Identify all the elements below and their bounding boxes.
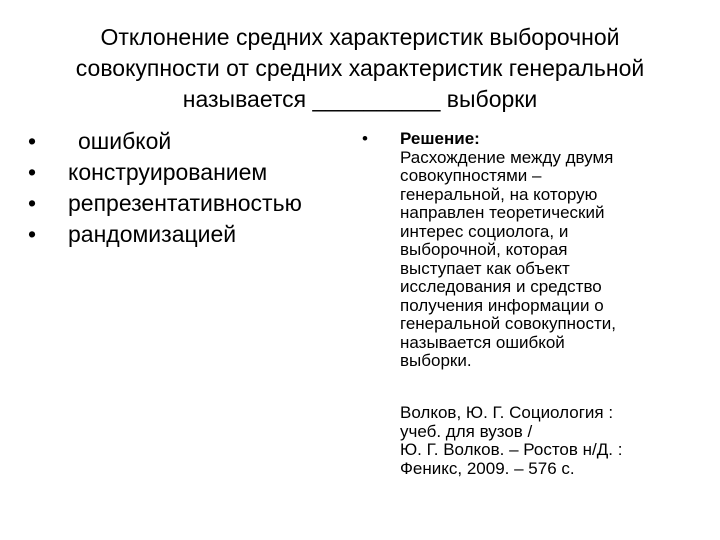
answer-option — [28, 188, 302, 219]
solution-line: направлен теоретический — [400, 203, 605, 222]
solution-line: выборочной, которая — [400, 240, 568, 259]
citation-line: Волков, Ю. Г. Социология : — [400, 403, 614, 422]
title-line: называется __________ выборки — [182, 86, 538, 112]
bullet-icon: • — [28, 159, 37, 185]
answer-options-list — [28, 126, 302, 250]
bullet-icon: • — [28, 221, 37, 247]
bullet-icon: • — [362, 129, 368, 148]
answer-option-label: репрезентативностью — [68, 190, 302, 216]
solution-line: выступает как объект — [400, 258, 570, 278]
solution-line: генеральной совокупности, — [400, 314, 616, 333]
solution-line: совокупностями – — [400, 166, 542, 185]
answer-option-label: ошибкой — [78, 128, 172, 154]
answer-option — [28, 157, 302, 188]
solution-line: интерес социолога, и — [400, 221, 569, 241]
solution-block — [362, 130, 702, 371]
bullet-icon: • — [28, 128, 37, 154]
solution-line: Расхождение между двумя — [400, 147, 614, 167]
title-line: Отклонение средних характеристик выборочной — [100, 24, 620, 50]
solution-line: исследования и средство — [400, 277, 602, 296]
answer-option — [28, 219, 302, 250]
citation-block — [400, 404, 700, 478]
solution-line: выборки. — [400, 351, 472, 370]
bullet-icon: • — [28, 190, 37, 216]
title-line: совокупности от средних характеристик генеральной — [75, 55, 645, 81]
answer-option-label: конструированием — [68, 159, 268, 185]
answer-option — [28, 126, 302, 157]
solution-body — [400, 130, 702, 371]
solution-heading: Решение: — [400, 129, 480, 148]
answer-option-label: рандомизацией — [68, 221, 237, 247]
solution-line: называется ошибкой — [400, 332, 565, 352]
citation-line: Ю. Г. Волков. – Ростов н/Д. : — [400, 440, 623, 459]
solution-line: получения информации о — [400, 295, 604, 315]
citation-line: учеб. для вузов / — [400, 421, 533, 441]
solution-line: генеральной, на которую — [400, 184, 598, 204]
citation-line: Феникс, 2009. – 576 с. — [400, 458, 575, 478]
question-title — [40, 22, 680, 115]
